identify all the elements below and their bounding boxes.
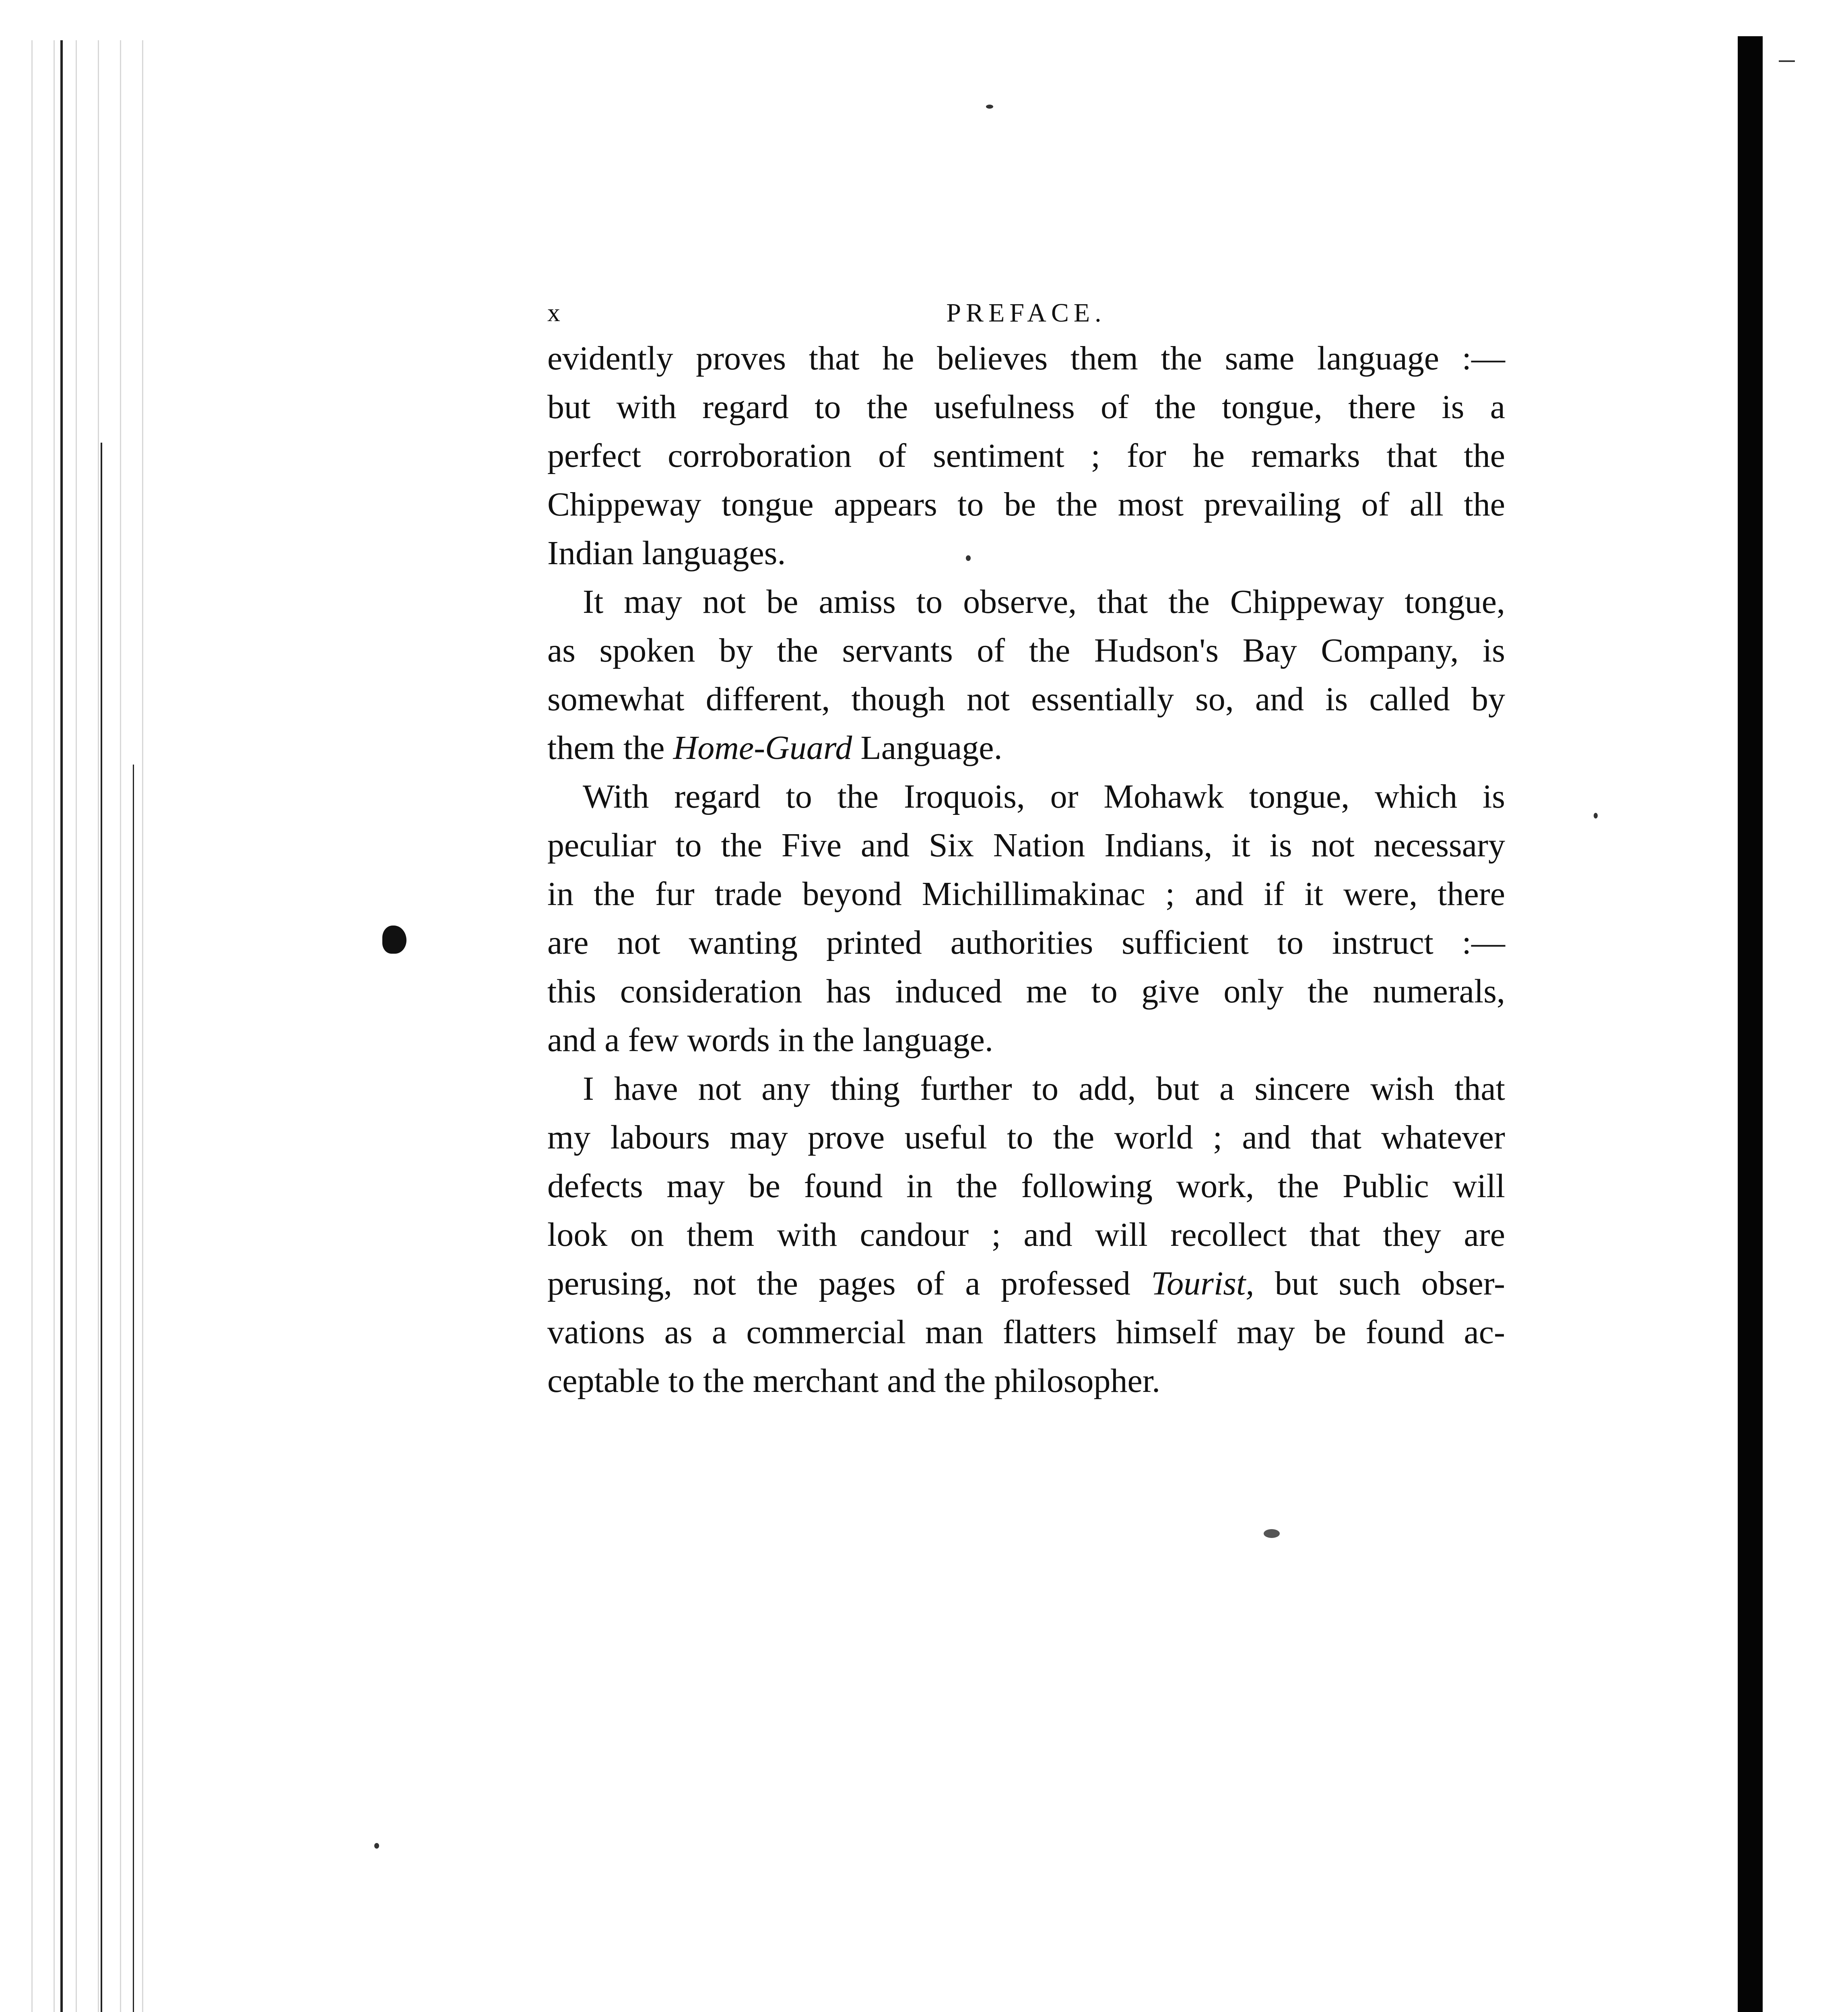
text-line: ceptable to the merchant and the philosopher. (547, 1362, 1161, 1400)
text-block (547, 290, 1505, 1405)
text-run: but such obser- (1254, 1265, 1505, 1302)
text-line: perfect corroboration of sentiment ; for he remarks that the (547, 437, 1505, 474)
text-line: With regard to the Iroquois, or Mohawk tongue, which is (583, 778, 1505, 815)
text-line: somewhat different, though not essentially so, and is called by (547, 680, 1505, 718)
running-head (547, 290, 1505, 334)
speck (1594, 813, 1598, 818)
text-line (547, 1259, 1505, 1308)
text-line: in the fur trade beyond Michillimakinac ; and if it were, there (547, 875, 1505, 913)
paragraph (547, 334, 1505, 577)
binding-edge-noise (24, 40, 145, 2012)
text-line: as spoken by the servants of the Hudson's Bay Company, is (547, 632, 1505, 669)
speck (1264, 1529, 1280, 1538)
paragraph (547, 577, 1505, 772)
text-line: It may not be amiss to observe, that the Chippeway tongue, (583, 583, 1505, 621)
binding-edge-line (133, 765, 134, 2012)
text-line: evidently proves that he believes them the same language :— (547, 340, 1505, 377)
text-line: Indian languages. (547, 534, 786, 572)
page-edge-bar (1738, 36, 1763, 2012)
text-run: perusing, not the pages of a professed (547, 1265, 1151, 1302)
text-run: Language. (852, 729, 1002, 767)
paragraph (547, 1064, 1505, 1405)
italic-text: Tourist, (1151, 1265, 1254, 1302)
text-line: peculiar to the Five and Six Nation Indians, it is not necessary (547, 827, 1505, 864)
edge-tick-mark (1779, 60, 1795, 62)
italic-text: Home-Guard (673, 729, 852, 767)
text-line: and a few words in the language. (547, 1021, 993, 1059)
page-number: x (547, 298, 563, 327)
text-line: my labours may prove useful to the world ; and that whatever (547, 1119, 1505, 1156)
text-line (547, 724, 1505, 772)
ink-blot (382, 926, 406, 954)
text-line: but with regard to the usefulness of the tongue, there is a (547, 388, 1505, 426)
text-line: this consideration has induced me to give only the numerals, (547, 973, 1505, 1010)
speck (374, 1843, 379, 1849)
text-line: are not wanting printed authorities sufficient to instruct :— (547, 924, 1505, 961)
text-line: look on them with candour ; and will recollect that they are (547, 1216, 1505, 1253)
binding-edge-line (60, 40, 63, 2012)
binding-edge-line (101, 443, 102, 2012)
text-line: Chippeway tongue appears to be the most prevailing of all the (547, 486, 1505, 523)
text-run: them the (547, 729, 673, 767)
text-line: I have not any thing further to add, but a sincere wish that (583, 1070, 1505, 1107)
text-line: defects may be found in the following work, the Public will (547, 1167, 1505, 1205)
page-title: PREFACE. (946, 298, 1106, 328)
paragraph (547, 772, 1505, 1064)
speck (986, 105, 993, 109)
text-line: vations as a commercial man flatters himself may be found ac- (547, 1313, 1505, 1351)
